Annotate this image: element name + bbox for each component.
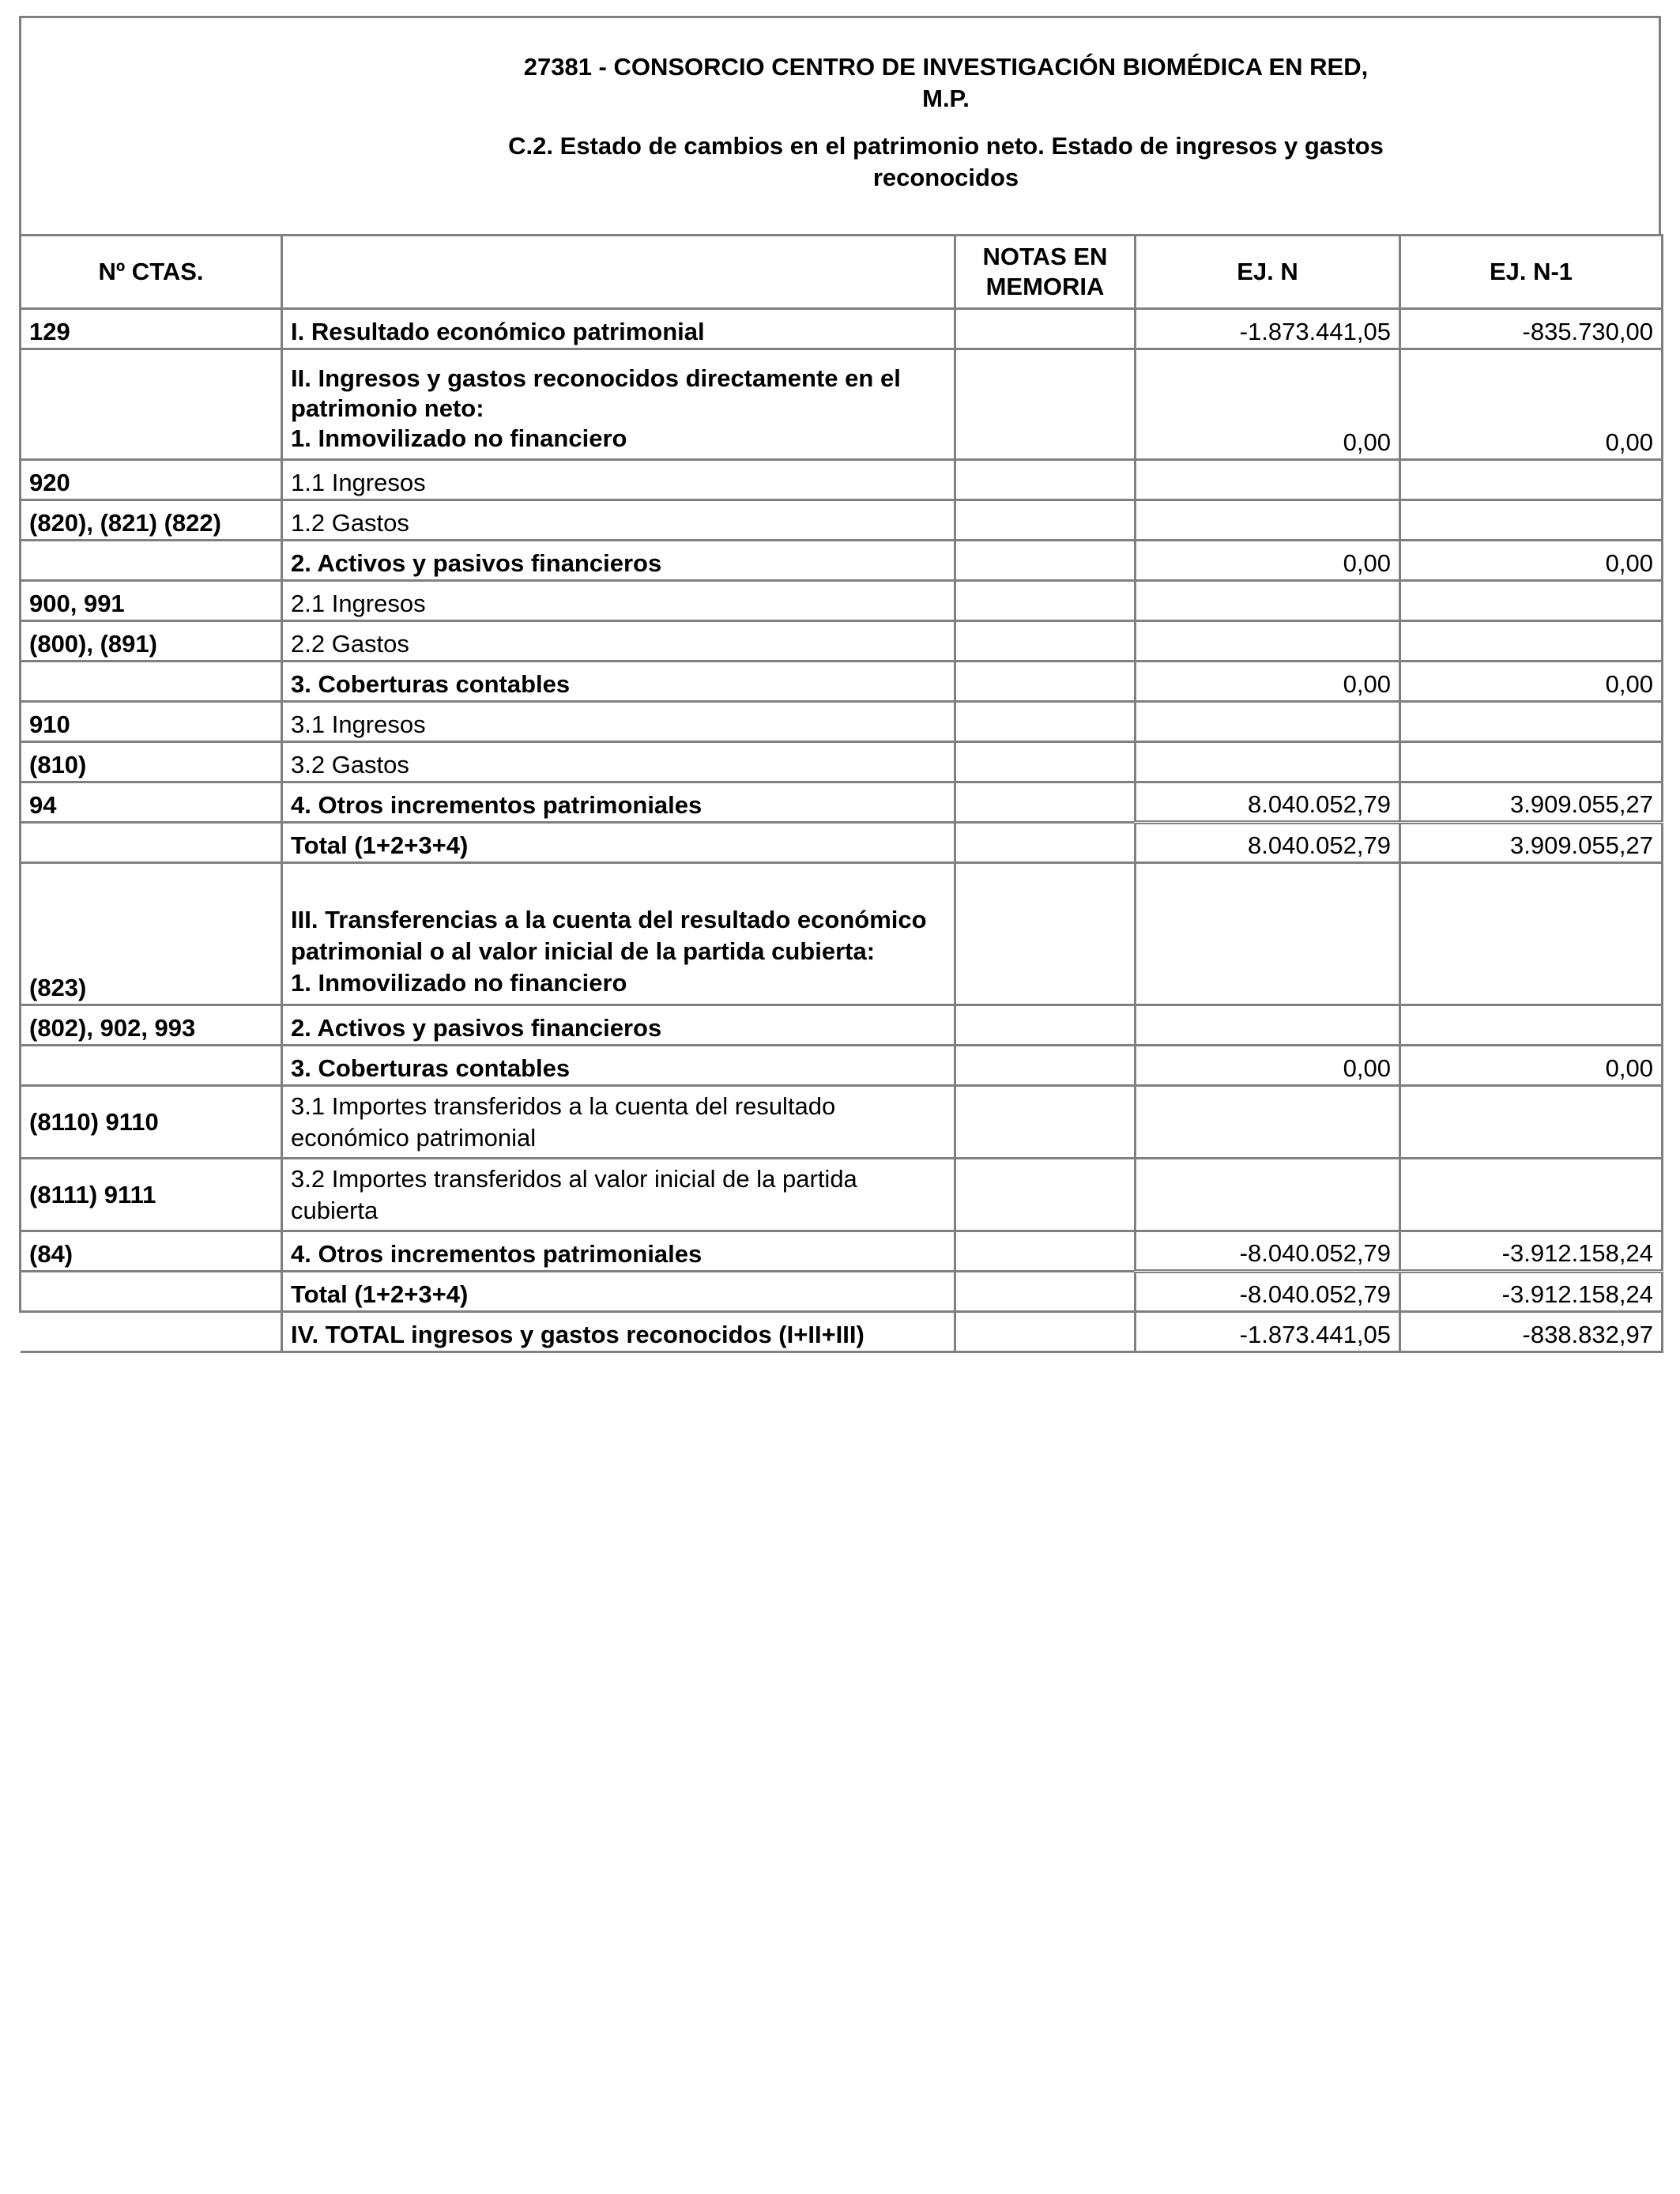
value-n1: -835.730,00 bbox=[1400, 309, 1663, 349]
value-n bbox=[1136, 702, 1400, 742]
table-row bbox=[21, 500, 1663, 541]
notes-cell bbox=[955, 621, 1136, 662]
account-code bbox=[21, 1272, 282, 1312]
value-n bbox=[1136, 863, 1400, 1005]
value-n bbox=[1136, 1159, 1400, 1231]
col-notes-header-line2: MEMORIA bbox=[985, 273, 1105, 300]
value-n1: 0,00 bbox=[1400, 541, 1663, 581]
concept-cell: 3.1 Ingresos bbox=[282, 702, 955, 742]
account-code: (84) bbox=[21, 1231, 282, 1272]
notes-cell bbox=[955, 863, 1136, 1005]
account-code: 910 bbox=[21, 702, 282, 742]
account-code: (800), (891) bbox=[21, 621, 282, 662]
value-n1 bbox=[1400, 1005, 1663, 1046]
col-year-n-header: EJ. N bbox=[1136, 236, 1400, 309]
concept-cell: 2.1 Ingresos bbox=[282, 581, 955, 621]
value-n: -1.873.441,05 bbox=[1136, 1312, 1400, 1352]
table-row bbox=[21, 1046, 1663, 1086]
concept-cell: 3.2 Importes transferidos al valor inicial de la partida cubierta bbox=[282, 1159, 955, 1231]
value-n1 bbox=[1400, 581, 1663, 621]
concept-cell: 3. Coberturas contables bbox=[282, 1046, 955, 1086]
value-n1 bbox=[1400, 1159, 1663, 1231]
table-row bbox=[21, 1086, 1663, 1159]
notes-cell bbox=[955, 1086, 1136, 1159]
notes-cell bbox=[955, 309, 1136, 349]
account-code: (8111) 9111 bbox=[21, 1159, 282, 1231]
concept-cell: 3. Coberturas contables bbox=[282, 662, 955, 702]
notes-cell bbox=[955, 702, 1136, 742]
value-n: -8.040.052,79 bbox=[1136, 1231, 1400, 1272]
section-heading: III. Transferencias a la cuenta del resultado económico patrimonial o al valor inicial de la partida cubierta: bbox=[291, 906, 927, 965]
value-n1: 0,00 bbox=[1400, 1046, 1663, 1086]
value-n1 bbox=[1400, 460, 1663, 500]
concept-cell: Total (1+2+3+4) bbox=[282, 823, 955, 863]
notes-cell bbox=[955, 1159, 1136, 1231]
table-row-total bbox=[21, 1272, 1663, 1312]
notes-cell bbox=[955, 581, 1136, 621]
col-notes-header-line1: NOTAS EN bbox=[982, 243, 1108, 270]
concept-cell: 4. Otros incrementos patrimoniales bbox=[282, 1231, 955, 1272]
account-code bbox=[21, 541, 282, 581]
col-concept-header bbox=[282, 236, 955, 309]
account-code: (802), 902, 993 bbox=[21, 1005, 282, 1046]
concept-cell: IV. TOTAL ingresos y gastos reconocidos (I+II+III) bbox=[282, 1312, 955, 1352]
account-code: 920 bbox=[21, 460, 282, 500]
entity-title-line2: M.P. bbox=[922, 85, 970, 112]
table-row bbox=[21, 541, 1663, 581]
value-n: -8.040.052,79 bbox=[1136, 1272, 1400, 1312]
col-notes-header bbox=[955, 236, 1136, 309]
concept-cell: 3.1 Importes transferidos a la cuenta del resultado económico patrimonial bbox=[282, 1086, 955, 1159]
value-n: 8.040.052,79 bbox=[1136, 823, 1400, 863]
notes-cell bbox=[955, 500, 1136, 541]
table-row bbox=[21, 782, 1663, 823]
entity-title-line1: 27381 - CONSORCIO CENTRO DE INVESTIGACIÓN BIOMÉDICA EN RED, bbox=[523, 53, 1369, 81]
subsection-heading: 1. Inmovilizado no financiero bbox=[291, 424, 627, 452]
table-row bbox=[21, 742, 1663, 782]
account-code bbox=[21, 1312, 282, 1352]
subsection-heading: 1. Inmovilizado no financiero bbox=[291, 969, 627, 997]
entity-title bbox=[432, 51, 1460, 115]
value-n1 bbox=[1400, 863, 1663, 1005]
value-n1: -838.832,97 bbox=[1400, 1312, 1663, 1352]
value-n bbox=[1136, 1086, 1400, 1159]
notes-cell bbox=[955, 1312, 1136, 1352]
notes-cell bbox=[955, 662, 1136, 702]
report-subtitle-line1: C.2. Estado de cambios en el patrimonio neto. Estado de ingresos y gastos bbox=[508, 132, 1384, 160]
table-row-grand-total bbox=[21, 1312, 1663, 1352]
section-heading: II. Ingresos y gastos reconocidos directamente en el patrimonio neto: bbox=[291, 364, 901, 422]
account-code bbox=[21, 1046, 282, 1086]
concept-cell: 2. Activos y pasivos financieros bbox=[282, 1005, 955, 1046]
table-row bbox=[21, 863, 1663, 1005]
value-n bbox=[1136, 500, 1400, 541]
concept-cell bbox=[282, 349, 955, 460]
value-n: 0,00 bbox=[1136, 1046, 1400, 1086]
account-code bbox=[21, 662, 282, 702]
table-row bbox=[21, 662, 1663, 702]
table-header-row bbox=[21, 236, 1663, 309]
table-row bbox=[21, 702, 1663, 742]
value-n: 0,00 bbox=[1136, 541, 1400, 581]
value-n: -1.873.441,05 bbox=[1136, 309, 1400, 349]
value-n bbox=[1136, 1005, 1400, 1046]
notes-cell bbox=[955, 742, 1136, 782]
table-row bbox=[21, 349, 1663, 460]
value-n bbox=[1136, 460, 1400, 500]
notes-cell bbox=[955, 1046, 1136, 1086]
col-accounts-header: Nº CTAS. bbox=[21, 236, 282, 309]
table-row bbox=[21, 1159, 1663, 1231]
account-code: 900, 991 bbox=[21, 581, 282, 621]
value-n bbox=[1136, 742, 1400, 782]
value-n1: 0,00 bbox=[1400, 662, 1663, 702]
notes-cell bbox=[955, 823, 1136, 863]
value-n: 0,00 bbox=[1136, 662, 1400, 702]
value-n bbox=[1136, 581, 1400, 621]
value-n bbox=[1136, 621, 1400, 662]
notes-cell bbox=[955, 541, 1136, 581]
value-n1 bbox=[1400, 1086, 1663, 1159]
notes-cell bbox=[955, 349, 1136, 460]
report-subtitle-line2: reconocidos bbox=[872, 164, 1019, 191]
notes-cell bbox=[955, 1005, 1136, 1046]
concept-cell: Total (1+2+3+4) bbox=[282, 1272, 955, 1312]
account-code bbox=[21, 349, 282, 460]
notes-cell bbox=[955, 1231, 1136, 1272]
table-row bbox=[21, 621, 1663, 662]
notes-cell bbox=[955, 1272, 1136, 1312]
value-n1: 3.909.055,27 bbox=[1400, 782, 1663, 823]
account-code: (820), (821) (822) bbox=[21, 500, 282, 541]
table-row bbox=[21, 460, 1663, 500]
value-n1 bbox=[1400, 742, 1663, 782]
account-code: (810) bbox=[21, 742, 282, 782]
value-n1: 3.909.055,27 bbox=[1400, 823, 1663, 863]
value-n1: 0,00 bbox=[1400, 349, 1663, 460]
concept-cell: 2.2 Gastos bbox=[282, 621, 955, 662]
concept-cell: 1.2 Gastos bbox=[282, 500, 955, 541]
value-n1: -3.912.158,24 bbox=[1400, 1272, 1663, 1312]
value-n1: -3.912.158,24 bbox=[1400, 1231, 1663, 1272]
account-code: (823) bbox=[21, 863, 282, 1005]
account-code bbox=[21, 823, 282, 863]
concept-cell bbox=[282, 863, 955, 1005]
table-row bbox=[21, 1231, 1663, 1272]
report-header bbox=[19, 16, 1661, 234]
table-row bbox=[21, 581, 1663, 621]
concept-cell: 2. Activos y pasivos financieros bbox=[282, 541, 955, 581]
account-code: 94 bbox=[21, 782, 282, 823]
account-code: (8110) 9110 bbox=[21, 1086, 282, 1159]
account-code: 129 bbox=[21, 309, 282, 349]
concept-cell: 1.1 Ingresos bbox=[282, 460, 955, 500]
statement-table bbox=[19, 234, 1663, 1353]
notes-cell bbox=[955, 460, 1136, 500]
value-n: 8.040.052,79 bbox=[1136, 782, 1400, 823]
col-year-n1-header: EJ. N-1 bbox=[1400, 236, 1663, 309]
concept-cell: I. Resultado económico patrimonial bbox=[282, 309, 955, 349]
table-row bbox=[21, 1005, 1663, 1046]
notes-cell bbox=[955, 782, 1136, 823]
value-n1 bbox=[1400, 500, 1663, 541]
value-n1 bbox=[1400, 702, 1663, 742]
table-row bbox=[21, 309, 1663, 349]
report-subtitle bbox=[432, 130, 1460, 194]
value-n: 0,00 bbox=[1136, 349, 1400, 460]
concept-cell: 3.2 Gastos bbox=[282, 742, 955, 782]
value-n1 bbox=[1400, 621, 1663, 662]
document bbox=[19, 16, 1661, 1353]
table-row-total bbox=[21, 823, 1663, 863]
concept-cell: 4. Otros incrementos patrimoniales bbox=[282, 782, 955, 823]
